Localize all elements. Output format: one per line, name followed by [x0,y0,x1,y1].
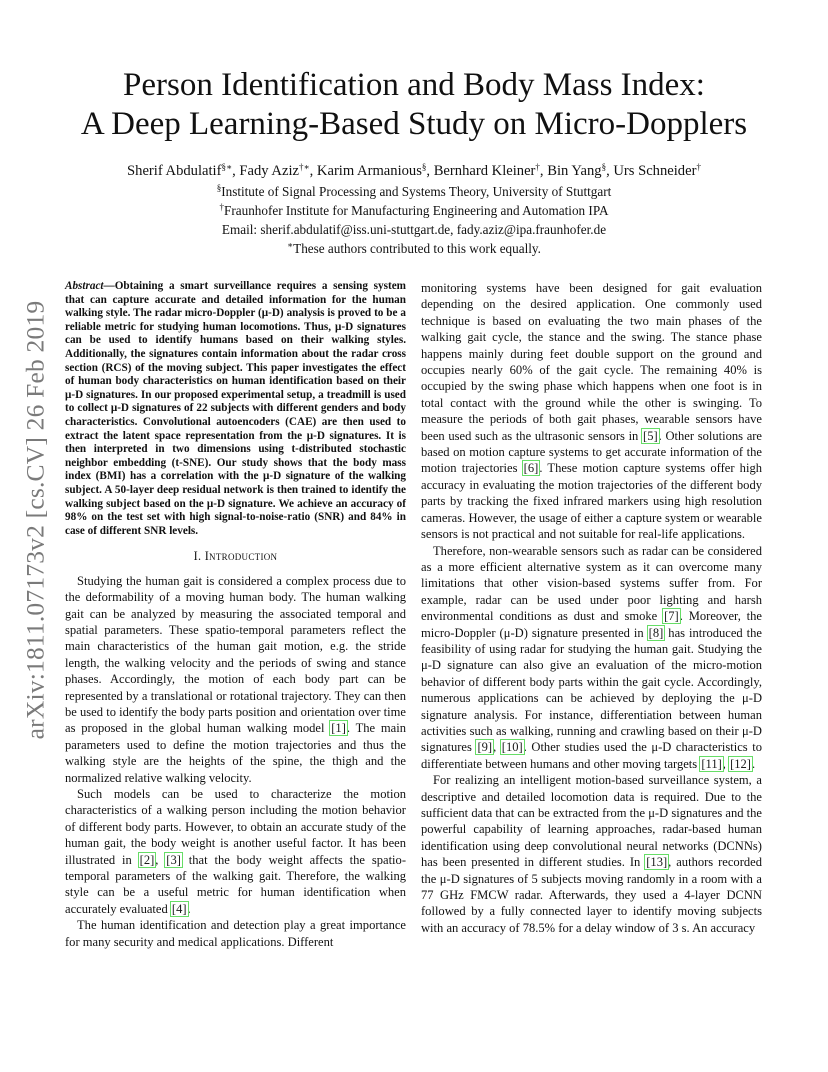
paper-title [70,66,758,144]
left-paragraph-1: Studying the human gait is considered a complex process due to the deformability of a moving human body. The human walking gait can be analyzed by measuring the associated temporal and spatial parameters. These spatio-temporal parameters reflect the main characteristics of the human gait motion, e.g. the stride length, the walking velocity and the periods of swing and stance phases. Accordingly, the motion of each body part can be represented by a translational or rotational trajectory. They can then be used to identify the body parts position and orientation over time as proposed in the global human walking model [1]. The main parameters used to define the motion trajectories and thus the walking style are the heights of the spine, the thigh and the normalized relative walking velocity. [65,573,406,785]
left-body-text [65,573,406,950]
abstract-text: —Obtaining a smart surveillance requires a sensing system that can capture accurate and detailed information for the human walking style. The radar micro-Doppler (μ-D) analysis is proved to be a reliable metric for studying human locomotions. Thus, μ-D signatures can be used to identify humans based on their walking styles. Additionally, the signatures contain information about the radar cross section (RCS) of the moving subject. This paper investigates the effect of human body characteristics on human identification based on their μ-D signatures. In our proposed experimental setup, a treadmill is used to collect μ-D signatures of 22 subjects with different genders and body characteristics. Convolutional autoencoders (CAE) are then used to extract the latent space representation from the μ-D signatures. It is then interpreted in two dimensions using t-distributed stochastic neighbor embedding (t-SNE). Our study shows that the body mass index (BMI) has a correlation with the μ-D signature of the walking subject. A 50-layer deep residual network is then trained to identify the walking subject based on the μ-D signature. We achieve an accuracy of 98% on the test set with high signal-to-noise-ratio (SNR) and 84% in case of different SNR levels. [65,280,406,537]
citation-link[interactable]: [10] [501,740,523,755]
abstract [65,280,406,538]
citation-link[interactable]: [13] [646,855,668,870]
title-line-2: A Deep Learning-Based Study on Micro-Dopplers [80,106,748,142]
citation-link[interactable]: [9] [477,740,493,755]
equal-contribution-note: ∗These authors contributed to this work equally. [287,240,541,256]
abstract-label: Abstract [65,280,104,292]
citation-link[interactable]: [3] [166,852,181,867]
title-line-1: Person Identification and Body Mass Index: [123,67,705,103]
section-number: I. [193,549,202,564]
left-paragraph-3: The human identification and detection play a great importance for many security and medical applications. Different [65,918,406,949]
citation-link[interactable]: [2] [139,852,155,867]
right-column [421,280,762,936]
citation-link[interactable]: [7] [664,609,679,624]
affiliation-2: †Fraunhofer Institute for Manufacturing Engineering and Automation IPA [219,202,609,218]
arxiv-id: arXiv:1811.07173v2 [cs.CV] 26 Feb 2019 [20,300,50,740]
right-paragraph-3: For realizing an intelligent motion-based surveillance system, a descriptive and detailed locomotion data is required. Due to the sufficient data that can be extracted from the μ-D signatures and the powerful capability of learning approaches, radar-based human identification using deep convolutional neural networks (DCNNs) has been presented in different studies. In [13], authors recorded the μ-D signatures of 5 subjects moving randomly in a room with a 77 GHz FMCW radar. Afterwards, they used a 4-layer DCNN followed by a fully connected layer to identify moving subjects with an accuracy of 78.5% for a delay window of 3 s. An accuracy [421,773,762,935]
citation-link[interactable]: [4] [171,901,187,916]
citation-link[interactable]: [6] [523,461,539,476]
right-paragraph-1: monitoring systems have been designed for gait evaluation depending on the desired application. One commonly used technique is based on evaluating the two main phases of the walking gait cycle, the stance and the swing. The stance phase happens mainly during feet double support on the ground and occupies nearly 60% of the gait cycle. The remaining 40% is occupied by the swing phase which happens when one foot is in total contact with the ground while the other is swinging. To measure the periods of both gait phases, wearable sensors have been used such as the ultrasonic sensors in [5]. Other solutions are based on motion capture systems to get accurate information of the motion trajectories [6]. These motion capture systems offer high accuracy in evaluating the motion trajectories of the different body parts by tracking the fixed infrared markers using high resolution cameras. However, the usage of either a capture system or wearable sensors is not practical and not suitable for real-life applications. [421,281,763,542]
citation-link[interactable]: [11] [701,756,722,771]
citation-link[interactable]: [12] [730,756,751,771]
left-column [65,280,406,950]
citation-link[interactable]: [8] [648,625,664,640]
section-heading-introduction [65,548,406,564]
right-paragraph-2: Therefore, non-wearable sensors such as radar can be considered as a more efficient alternative system as it can overcome many limitations that other vision-based systems suffer from. For example, radar can be used under poor lighting and harsh environmental conditions as dust and smoke [7]. Moreover, the micro-Doppler (μ-D) signature presented in [8] has introduced the feasibility of using radar for studying the human gait. Studying the μ-D signature can also give an evaluation of the micro-motion behavior of different body parts within the gait cycle. Accordingly, numerous applications can be achieved by deploying the μ-D signature analysis. For instance, differentiation between human activities such as walking, running and crawling based on their μ-D signatures [9], [10]. Other studies used the μ-D characteristics to differentiate between humans and other moving targets [11], [12]. [421,543,763,771]
affiliation-1: §Institute of Signal Processing and Systems Theory, University of Stuttgart [216,183,612,199]
affiliations [70,182,758,258]
email-line: Email: sherif.abdulatif@iss.uni-stuttgart.de, fady.aziz@ipa.fraunhofer.de [221,222,607,237]
author-list: Sherif Abdulatif§∗, Fady Aziz†∗, Karim Armanious§, Bernhard Kleiner†, Bin Yang§, Urs Schneider† [127,162,701,179]
section-title: Introduction [204,549,278,564]
citation-link[interactable]: [1] [331,721,346,736]
arxiv-sidebar-stamp [10,285,60,755]
right-body-text [421,280,762,936]
citation-link[interactable]: [5] [643,428,658,443]
left-paragraph-2: Such models can be used to characterize the motion characteristics of a walking person including the motion behavior of different body parts. However, to obtain an accurate study of the human gait, the body weight is another useful factor. It has been illustrated in [2], [3] that the body weight affects the spatio-temporal parameters of the walking gait. Therefore, the walking style can be a useful metric for human identification when accurately evaluated [4]. [65,786,406,916]
